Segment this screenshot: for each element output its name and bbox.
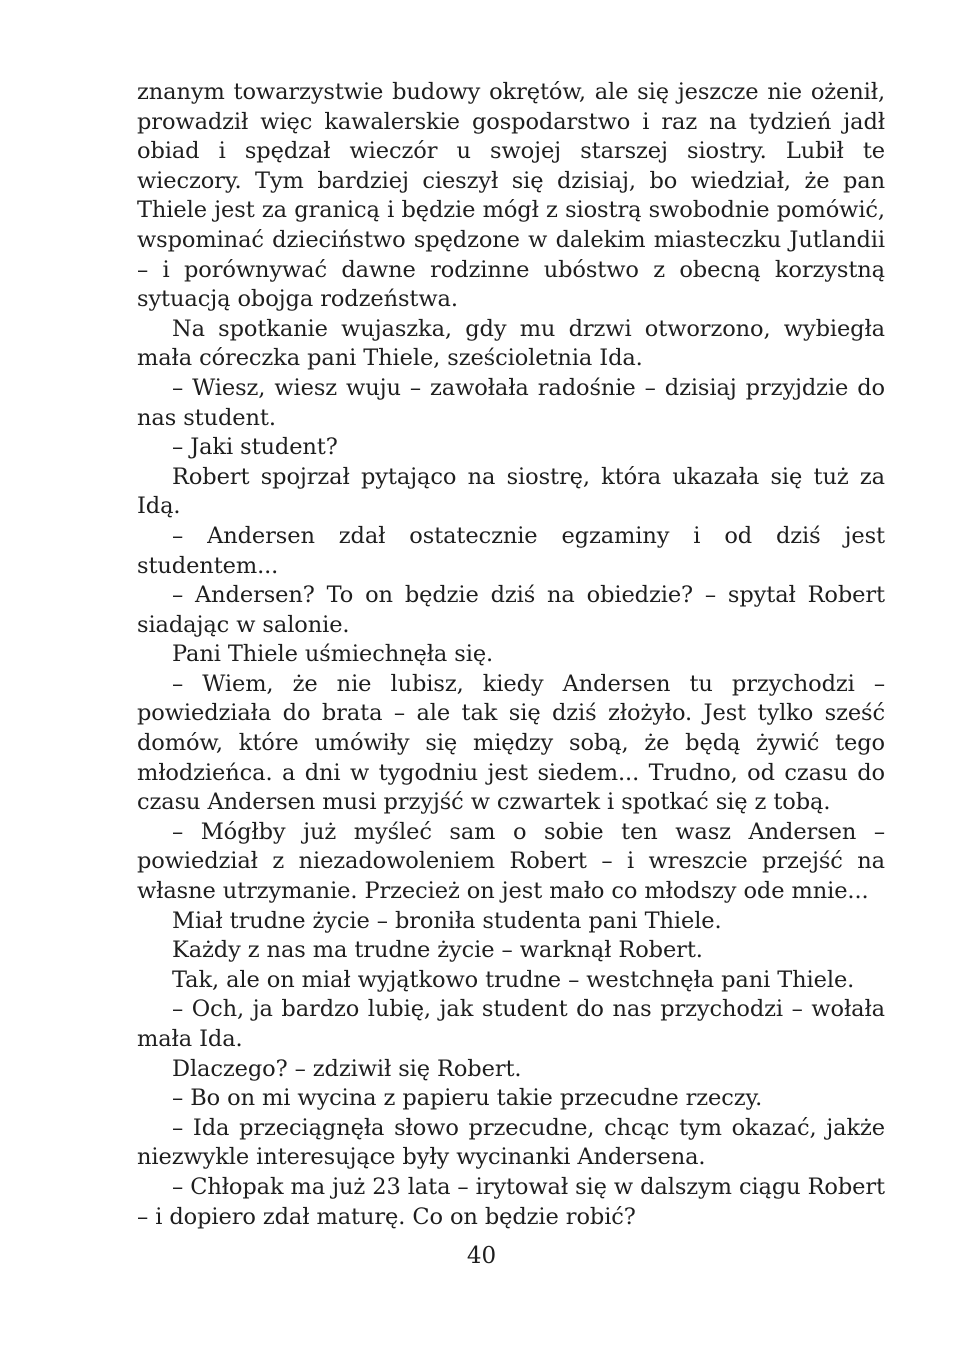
paragraph: Pani Thiele uśmiechnęła się. (172, 641, 494, 668)
paragraph: Na spotkanie wujaszka, gdy mu drzwi otworzono, wybiegła mała córeczka pani Thiele, sześcioletnia Ida. (137, 315, 885, 372)
page-body (137, 78, 885, 1232)
page-number: 40 (466, 1243, 497, 1269)
paragraph: – Andersen zdał ostatecznie egzaminy i od dziś jest studentem... (137, 522, 885, 579)
paragraph: – Wiesz, wiesz wuju – zawołała radośnie – dzisiaj przyjdzie do nas student. (137, 374, 885, 431)
paragraph: Tak, ale on miał wyjątkowo trudne – westchnęła pani Thiele. (172, 966, 855, 993)
paragraph: – Och, ja bardzo lubię, jak student do nas przychodzi – wołała mała Ida. (137, 996, 885, 1052)
paragraph: – Wiem, że nie lubisz, kiedy Andersen tu przychodzi – powiedziała do brata – ale tak się dziś złożyło. Jest tylko sześć domów, które umówiły się między sobą, że będą żywić tego młodzieńca. a dni w tygodniu jest siedem... Trudno, od czasu do czasu Andersen musi przyjść w czwartek i spotkać się z tobą. (137, 670, 885, 816)
paragraph: – Andersen? To on będzie dziś na obiedzie? – spytał Robert siadając w salonie. (137, 582, 885, 638)
paragraph: Każdy z nas ma trudne życie – warknął Robert. (172, 937, 703, 964)
paragraph: – Bo on mi wycina z papieru takie przecudne rzeczy. (172, 1085, 763, 1112)
paragraph: – Mógłby już myśleć sam o sobie ten wasz Andersen – powiedział z niezadowoleniem Robert – i wreszcie przejść na własne utrzymanie. Przecież on jest mało co młodszy ode mnie... (137, 818, 885, 905)
paragraph: Miał trudne życie – broniła studenta pani Thiele. (172, 907, 722, 934)
paragraph: znanym towarzystwie budowy okrętów, ale się jeszcze nie ożenił, prowadził więc kawalerskie gospodarstwo i raz na tydzień jadł obiad i spędzał wieczór u swojej starszej siostry. Lubił te wieczory. Tym bardziej cieszył się dzisiaj, bo wiedział, że pan Thiele jest za granicą i będzie mógł z siostrą swobodnie pomówić, wspominać dzieciństwo spędzone w dalekim miasteczku Jutlandii – i porównywać dawne rodzinne ubóstwo z obecną korzystną sytuacją obojga rodzeństwa. (137, 79, 885, 313)
paragraph: – Ida przeciągnęła słowo przecudne, chcąc tym okazać, jakże niezwykle interesujące były wycinanki Andersena. (137, 1114, 885, 1171)
paragraph: Robert spojrzał pytająco na siostrę, która ukazała się tuż za Idą. (137, 463, 885, 520)
paragraph: – Jaki student? (172, 434, 338, 461)
paragraph: Dlaczego? – zdziwił się Robert. (172, 1055, 522, 1082)
paragraph: – Chłopak ma już 23 lata – irytował się w dalszym ciągu Robert – i dopiero zdał maturę. Co on będzie robić? (137, 1173, 885, 1230)
